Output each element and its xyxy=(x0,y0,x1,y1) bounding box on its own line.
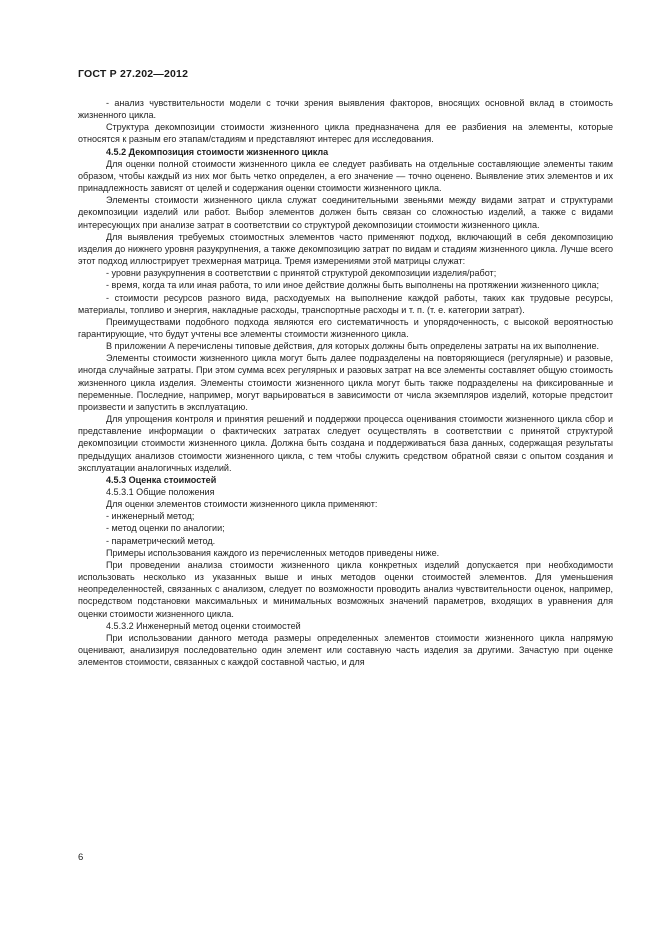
paragraph: В приложении А перечислены типовые действия, для которых должны быть определены затраты на их выполнение. xyxy=(106,341,600,352)
list-item: - анализ чувствительности модели с точки зрения выявления факторов, вносящих основной вклад в стоимость жизненного цикла. xyxy=(78,98,613,121)
paragraph: При проведении анализа стоимости жизненного цикла конкретных изделий допускается при необходимости использовать несколько из указанных выше и иных методов оценки стоимостей элементов. Для уменьшения неопределенностей, связанных с анализом, следует по возможности проводить анализ чувствительности оценок, например, посредством подстановки максимальных и минимальных возможных значений параметров, входящих в уравнения для оценки стоимости жизненного цикла. xyxy=(78,559,613,619)
paragraph: Для оценки элементов стоимости жизненного цикла применяют: xyxy=(106,499,378,510)
list-item: - уровни разукрупнения в соответствии с принятой структурой декомпозиции изделия/работ; xyxy=(106,268,497,279)
list-item: - метод оценки по аналогии; xyxy=(106,523,225,534)
paragraph: Структура декомпозиции стоимости жизненного цикла предназначена для ее разбиения на элементы, которые относятся к разным его этапам/стадиям и представляют интерес для исследования. xyxy=(78,122,613,145)
subsection-heading: 4.5.3.1 Общие положения xyxy=(106,487,215,497)
document-body xyxy=(78,97,613,668)
document-header: ГОСТ Р 27.202—2012 xyxy=(78,68,189,80)
paragraph: Для упрощения контроля и принятия решений и поддержки процесса оценивания стоимости жизненного цикла сбор и представление информации о фактических затратах следует осуществлять в соответствии с принятой структурой декомпозиции стоимости жизненного цикла. Должна быть создана и поддерживаться база данных, содержащая результаты предыдущих анализов стоимости жизненного цикла, с тем чтобы служить средством обратной связи с опытом создания и эксплуатации аналогичных изделий. xyxy=(78,414,613,473)
list-item: - время, когда та или иная работа, то или иное действие должны быть выполнены на протяжении жизненного цикла; xyxy=(106,280,600,291)
paragraph: Для выявления требуемых стоимостных элементов часто применяют подход, включающий в себя декомпозицию изделия до нижнего уровня разукрупнения, а также декомпозицию затрат по видам и стадиям жизненного цикла. Лучше всего этот подход иллюстрирует трехмерная матрица. Тремя измерениями этой матрицы служат: xyxy=(78,231,613,267)
section-heading: 4.5.3 Оценка стоимостей xyxy=(106,474,217,485)
section-heading: 4.5.2 Декомпозиция стоимости жизненного цикла xyxy=(106,146,329,157)
subsection-heading: 4.5.3.2 Инженерный метод оценки стоимостей xyxy=(106,620,301,631)
paragraph: При использовании данного метода размеры определенных элементов стоимости жизненного цикла напрямую оценивают, анализируя последовательно один элемент или составную часть изделия за другими. Зачастую при оценке элементов стоимости, связанных с каждой составной частью, и для xyxy=(78,632,613,668)
list-item: - инженерный метод; xyxy=(106,511,195,522)
list-item: - стоимости ресурсов разного вида, расходуемых на выполнение каждой работы, таких как трудовые ресурсы, материалы, топливо и энергия, накладные расходы, транспортные расходы и т. п. (т. е. категории затрат). xyxy=(78,292,613,315)
list-item: - параметрический метод. xyxy=(106,535,216,546)
paragraph: Элементы стоимости жизненного цикла служат соединительными звеньями между видами затрат и структурами декомпозиции изделий или работ. Выбор элементов должен быть связан со сложностью изделий, а также с видами интересующих при анализе затрат в соответствии со структурой декомпозиции стоимости жизненного цикла. xyxy=(78,195,613,230)
paragraph: Преимуществами подобного подхода являются его систематичность и упорядоченность, с высокой вероятностью гарантирующие, что будут учтены все элементы стоимости жизненного цикла. xyxy=(78,316,613,339)
page-number: 6 xyxy=(78,852,84,863)
paragraph: Примеры использования каждого из перечисленных методов приведены ниже. xyxy=(106,547,440,558)
paragraph: Элементы стоимости жизненного цикла могут быть далее подразделены на повторяющиеся (регулярные) и разовые, иногда случайные затраты. При этом сумма всех регулярных и разовых затрат на все элементы составляет общую стоимость жизненного цикла изделия. Элементы стоимости жизненного цикла могут быть также подразделены на фиксированные и переменные. Последние, например, могут варьироваться в зависимости от числа экземпляров изделий, которые предстоит произвести и запустить в эксплуатацию. xyxy=(78,353,613,412)
paragraph: Для оценки полной стоимости жизненного цикла ее следует разбивать на отдельные составляющие элементы таким образом, чтобы каждый из них мог быть четко определен, а его значение — точно оценено. Выявление этих элементов и их принадлежность зависят от целей и содержания оценки стоимости жизненного цикла. xyxy=(78,158,613,194)
